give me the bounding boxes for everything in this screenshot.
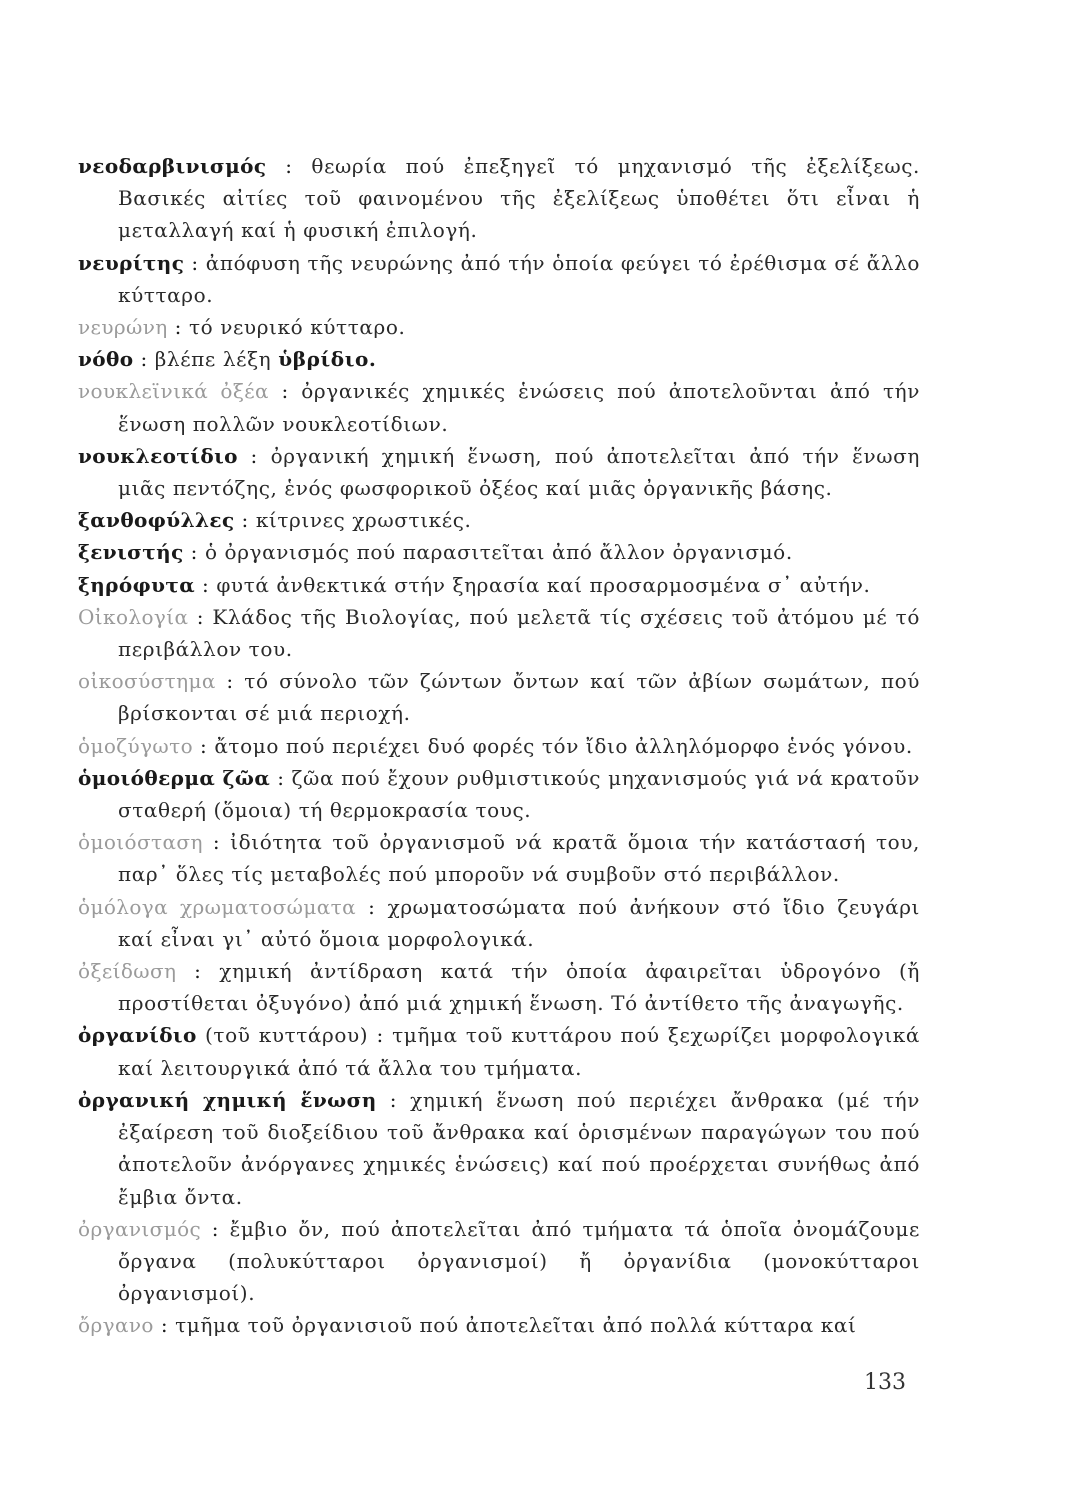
term-separator: : <box>268 379 302 404</box>
term-separator: : <box>237 443 271 468</box>
glossary-entry <box>78 536 920 568</box>
glossary-definition: βλέπε λέξη <box>154 347 279 372</box>
glossary-term: ὁμοιόθερμα ζῶα <box>78 765 271 790</box>
glossary-entry <box>78 247 920 311</box>
glossary-term: νευρώνη <box>78 315 168 340</box>
term-separator: : <box>193 733 215 758</box>
term-separator: : <box>133 347 155 372</box>
glossary-entry <box>78 1309 920 1341</box>
glossary-definition: τμῆμα τοῦ ὀργανισιοῦ πού ἀποτελεῖται ἀπό πολλά κύτταρα καί <box>175 1313 857 1338</box>
glossary-term-suffix: (τοῦ κυττάρου) <box>196 1023 369 1048</box>
glossary-entry <box>78 762 920 826</box>
glossary-entry <box>78 601 920 665</box>
glossary-term: ξανθοφύλλες <box>78 508 235 533</box>
glossary-term: ὀξείδωση <box>78 959 177 984</box>
glossary-entry <box>78 375 920 439</box>
glossary-definition: ἔμβιο ὄν, πού ἀποτελεῖται ἀπό τμήματα τά ὁποῖα ὀνομάζουμε ὄργανα (πολυκύτταροι ὀργανισμοί) ἤ ὀργανίδια (μονοκύτταροι ὀργανισμοί). <box>118 1216 920 1306</box>
glossary-entry <box>78 826 920 890</box>
term-separator: : <box>183 540 205 565</box>
glossary-definition: θεωρία πού ἐπεξηγεῖ τό μηχανισμό τῆς ἐξελίξεως. Βασικές αἰτίες τοῦ φαινομένου τῆς ἐξελίξεως ὑποθέτει ὅτι εἶναι ἡ μεταλλαγή καί ἡ φυσική ἐπιλογή. <box>118 154 920 243</box>
glossary-entry <box>78 891 920 955</box>
glossary-entry <box>78 343 920 375</box>
glossary-term: οἰκοσύστημα <box>78 669 216 694</box>
glossary-definition: ἄτομο πού περιέχει δυό φορές τόν ἴδιο ἀλληλόμορφο ἑνός γόνου. <box>214 733 913 758</box>
glossary-term: νεοδαρβινισμός <box>78 154 267 178</box>
term-separator: : <box>234 508 256 533</box>
glossary-definition: ὀργανική χημική ἕνωση, πού ἀποτελεῖται ἀπό τήν ἕνωση μιᾶς πεντόζης, ἑνός φωσφορικοῦ ὀξέος καί μιᾶς ὀργανικῆς βάσης. <box>118 443 920 501</box>
glossary-term: ὀργανισμός <box>78 1216 202 1241</box>
glossary-term: ὄργανο <box>78 1313 154 1338</box>
glossary-definition: χημική ἕνωση πού περιέχει ἄνθρακα (μέ τήν ἐξαίρεση τοῦ διοξείδιου τοῦ ἄνθρακα καί ὁρισμένων παραγώγων του πού ἀποτελοῦν ἀνόργανες χημικές ἑνώσεις) καί πού προέρχεται συνήθως ἀπό ἔμβια ὄντα. <box>118 1087 920 1209</box>
term-separator: : <box>376 1087 411 1112</box>
glossary-definition: χημική ἀντίδραση κατά τήν ὁποία ἀφαιρεῖται ὑδρογόνο (ἤ προστίθεται ὀξυγόνο) ἀπό μιά χημική ἕνωση. Τό ἀντίθετο τῆς ἀναγωγῆς. <box>118 959 920 1016</box>
glossary-entry <box>78 504 920 536</box>
term-separator: : <box>184 250 206 275</box>
glossary-definition: ζῶα πού ἔχουν ρυθμιστικούς μηχανισμούς γιά νά κρατοῦν σταθερή (ὅμοια) τή θερμοκρασία τους. <box>118 765 920 823</box>
glossary-entry <box>78 730 920 762</box>
glossary-term: Οἰκολογία <box>78 604 189 629</box>
glossary-definition: φυτά ἀνθεκτικά στήν ξηρασία καί προσαρμοσμένα σ᾿ αὐτήν. <box>216 572 871 597</box>
term-separator: : <box>176 959 220 984</box>
term-separator: : <box>153 1313 176 1338</box>
glossary-term: ξηρόφυτα <box>78 572 196 597</box>
glossary-definition: ὀργανικές χημικές ἑνώσεις πού ἀποτελοῦνται ἀπό τήν ἕνωση πολλῶν νουκλεοτίδιων. <box>118 379 920 436</box>
glossary-entry <box>78 665 920 729</box>
glossary-term: νουκλεϊνικά ὀξέα <box>78 379 269 404</box>
glossary-definition: ἀπόφυση τῆς νευρώνης ἀπό τήν ὁποία φεύγει τό ἐρέθισμα σέ ἄλλο κύτταρο. <box>118 250 920 307</box>
glossary-definition: τό νευρικό κύτταρο. <box>188 315 406 340</box>
glossary-term: ξενιστής <box>78 540 184 565</box>
glossary-entry <box>78 311 920 343</box>
term-separator: : <box>195 572 217 597</box>
term-separator: : <box>266 154 312 178</box>
term-separator: : <box>201 1216 230 1241</box>
glossary-entry <box>78 150 920 247</box>
glossary-definition: χρωματοσώματα πού ἀνήκουν στό ἴδιο ζευγάρι καί εἶναι γι᾿ αὐτό ὅμοια μορφολογικά. <box>118 894 921 951</box>
term-separator: : <box>368 1023 393 1048</box>
glossary-definition: τό σύνολο τῶν ζώντων ὄντων καί τῶν ἀβίων σωμάτων, πού βρίσκονται σέ μιά περιοχή. <box>118 669 920 726</box>
glossary-definition: ὁ ὀργανισμός πού παρασιτεῖται ἀπό ἄλλον ὀργανισμό. <box>204 540 793 565</box>
glossary-definition: τμῆμα τοῦ κυττάρου πού ξεχωρίζει μορφολογικά καί λειτουργικά ἀπό τά ἄλλα του τμήματα. <box>118 1023 920 1080</box>
page-number: 133 <box>864 1370 906 1395</box>
glossary-definition: Κλάδος τῆς Βιολογίας, πού μελετᾶ τίς σχέσεις τοῦ ἀτόμου μέ τό περιβάλλον του. <box>118 604 920 662</box>
term-separator: : <box>270 765 292 790</box>
glossary-term: ὀργανική χημική ἕνωση <box>78 1087 377 1112</box>
term-separator: : <box>167 315 189 340</box>
glossary-definition: κίτρινες χρωστικές. <box>255 508 472 533</box>
term-separator: : <box>356 894 388 919</box>
term-separator: : <box>202 830 231 855</box>
glossary-term: ὁμοζύγωτο <box>78 733 194 758</box>
glossary-term: νευρίτης <box>78 250 185 275</box>
glossary-entry <box>78 1213 920 1310</box>
glossary-entry <box>78 955 920 1019</box>
glossary-entry <box>78 569 920 601</box>
glossary-term: νόθο <box>78 347 134 372</box>
cross-reference: ὑβρίδιο. <box>278 347 377 372</box>
glossary-term: ὁμόλογα χρωματοσώματα <box>78 894 357 919</box>
glossary-term: ὁμοιόσταση <box>78 830 203 855</box>
glossary-entries <box>78 150 920 1342</box>
glossary-entry <box>78 1084 920 1213</box>
glossary-entry <box>78 1019 920 1083</box>
term-separator: : <box>215 669 245 694</box>
glossary-term: ὀργανίδιο <box>78 1023 197 1048</box>
glossary-term: νουκλεοτίδιο <box>78 443 238 468</box>
glossary-entry <box>78 440 920 504</box>
term-separator: : <box>188 604 213 629</box>
glossary-definition: ἰδιότητα τοῦ ὀργανισμοῦ νά κρατᾶ ὅμοια τήν κατάστασή του, παρ᾿ ὅλες τίς μεταβολές πού μποροῦν νά συμβοῦν στό περιβάλλον. <box>118 830 920 887</box>
